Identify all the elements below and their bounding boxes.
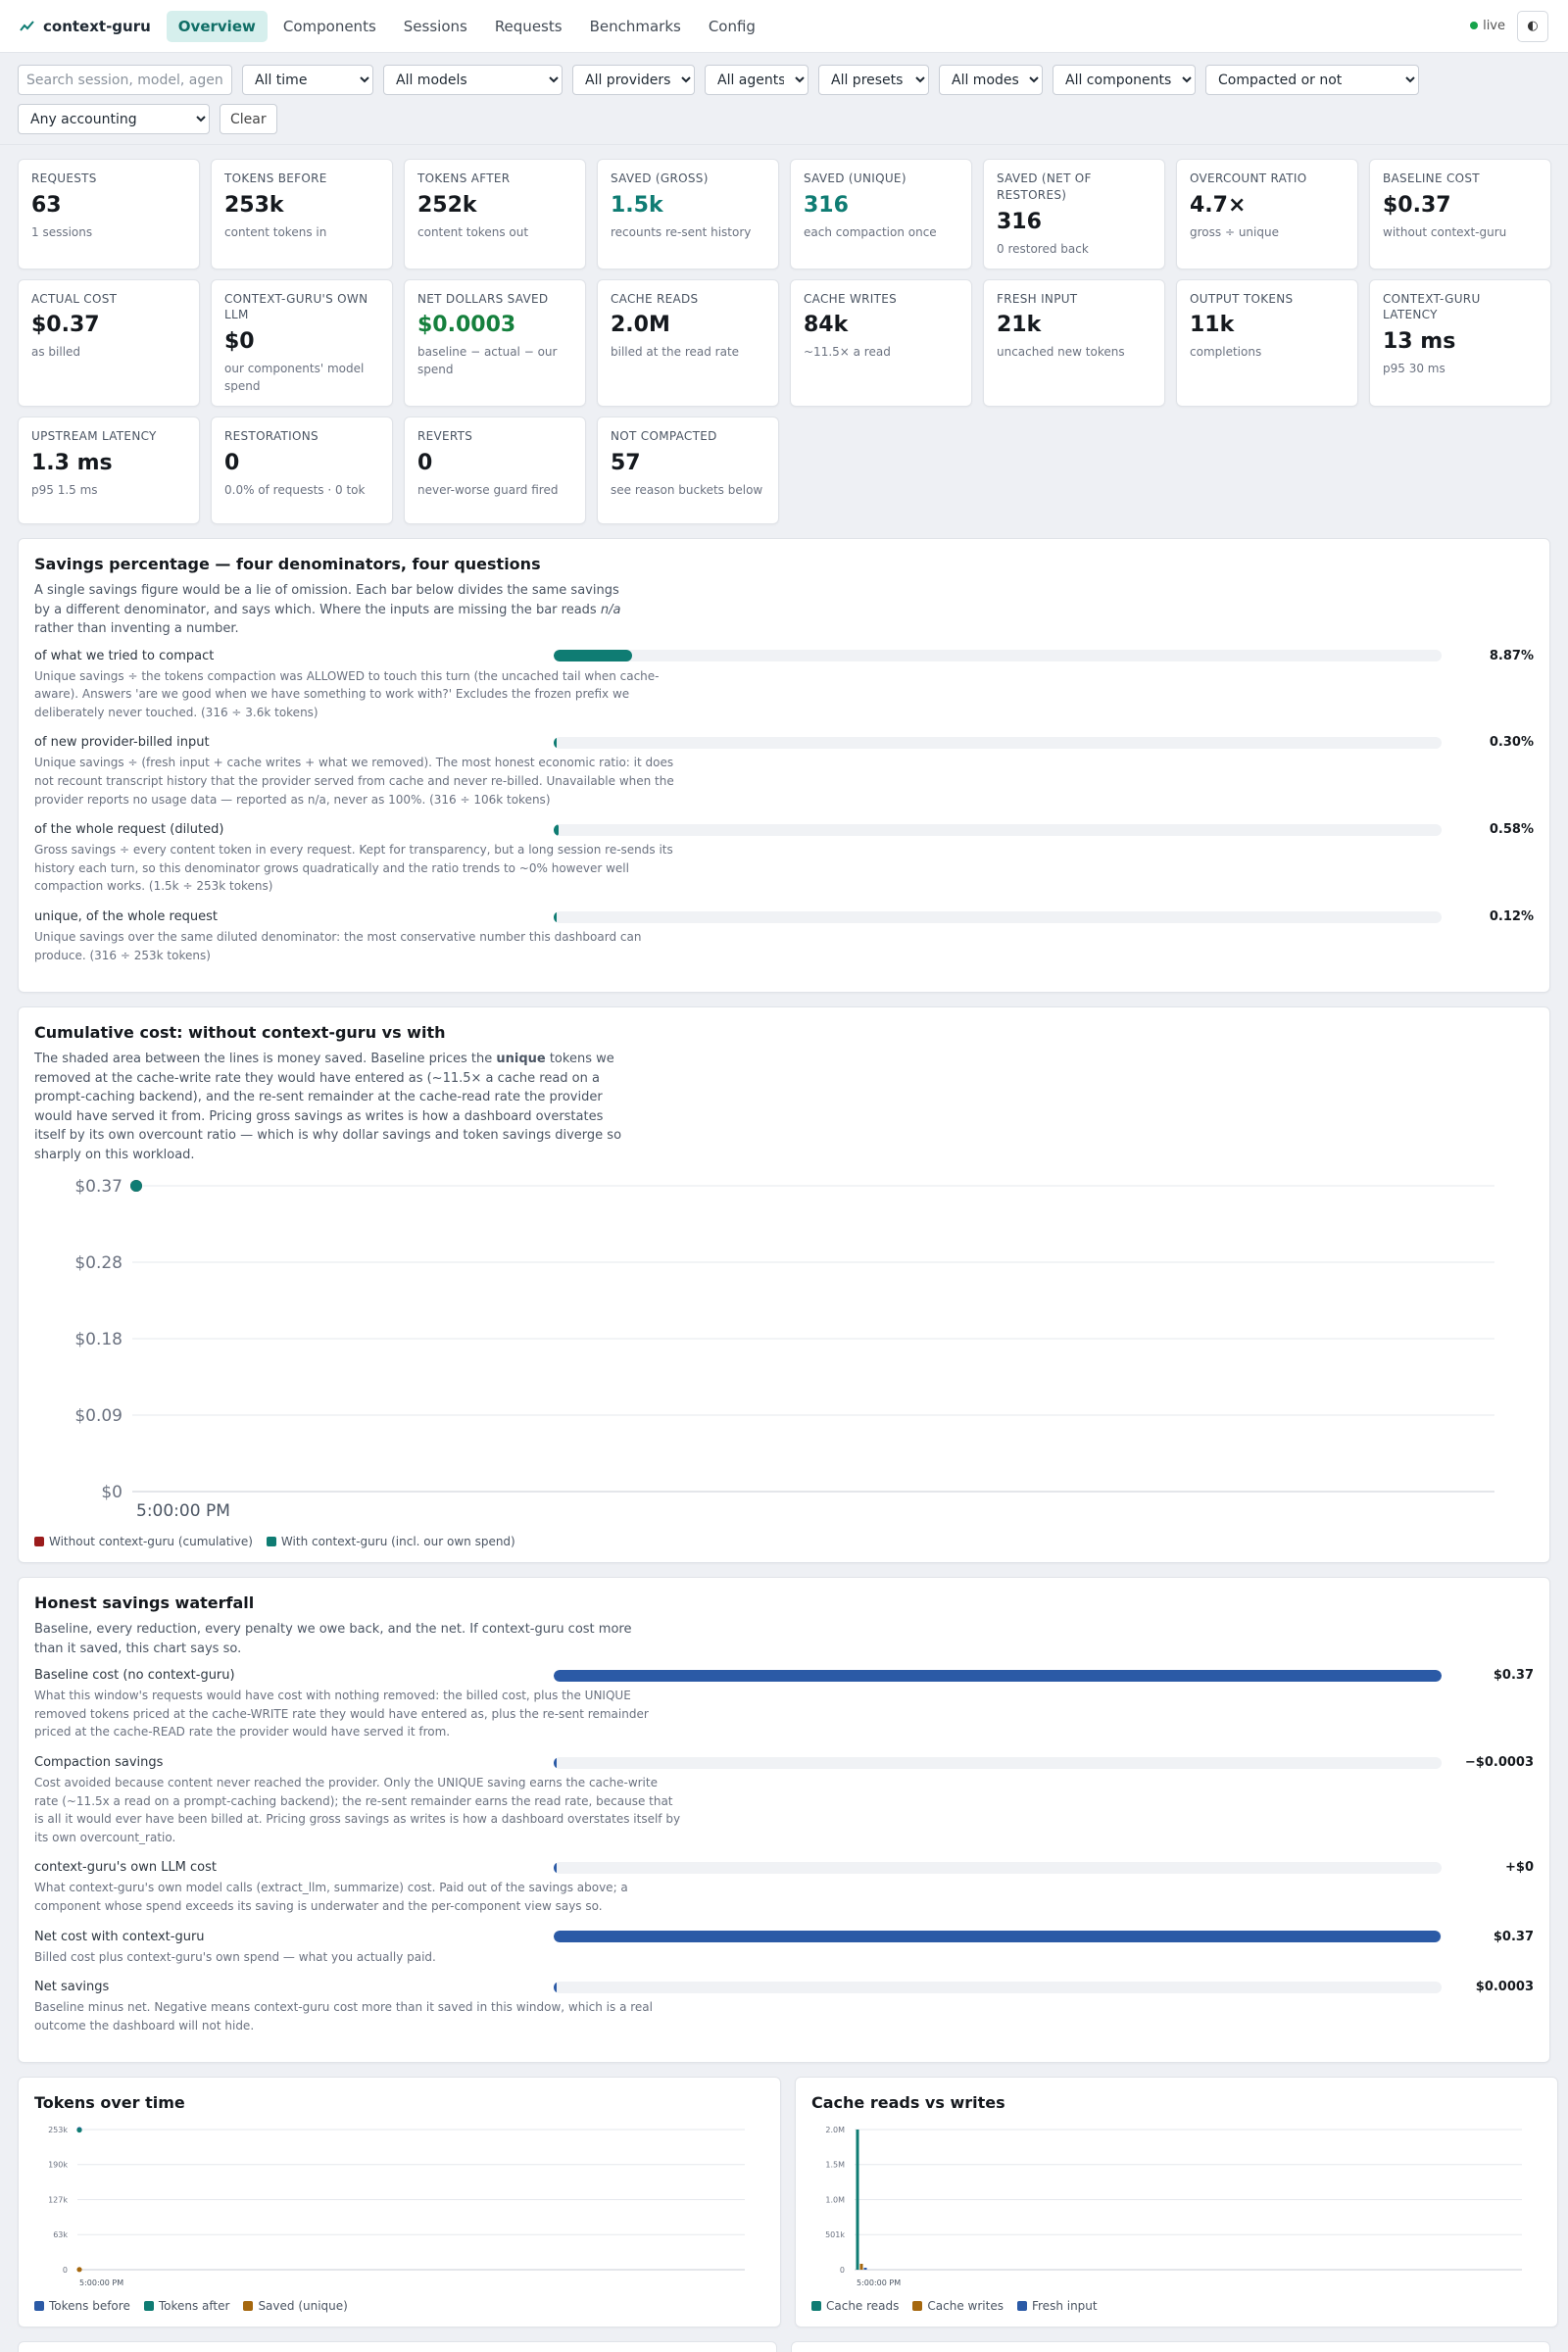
stat-subtext: content tokens in xyxy=(224,224,327,239)
bar-row xyxy=(34,1930,1534,1967)
search-input[interactable] xyxy=(18,65,232,95)
bar-fill xyxy=(554,911,557,923)
bar-row xyxy=(34,1980,1534,2034)
stat-value: 316 xyxy=(804,192,849,218)
stat-value: 84k xyxy=(804,313,849,338)
stat-subtext: our components' model spend xyxy=(224,362,365,394)
desc-part: tokens we removed at the cache-write rate they would have entered as (~11.5× a cache read on a prompt-caching backend), and the re-sent remainder at the cache-read rate the provider would have served it from. Pricing gross savings as writes is how a dashboard overstates itself by its own overcount ratio — which is why dollar savings and token savings diverge so sharply on this workload. xyxy=(34,1052,622,1162)
filter-bar xyxy=(0,53,1568,145)
legend-swatch xyxy=(811,2301,821,2311)
bar-value: −$0.0003 xyxy=(1464,1755,1534,1770)
bar-head xyxy=(34,1930,1534,1944)
bar-description: What context-guru's own model calls (extract_llm, summarize) cost. Paid out of the savings above; a component whose spend exceeds its saving is underwater and the per-component view says so. xyxy=(34,1881,628,1913)
stat-card-restorations xyxy=(211,416,393,524)
bar-label: of new provider-billed input xyxy=(34,735,210,751)
bar-row xyxy=(34,909,1534,964)
stat-label: UPSTREAM LATENCY xyxy=(31,429,157,444)
bar-fill xyxy=(554,1982,557,1993)
theme-toggle-button[interactable] xyxy=(1517,11,1548,42)
y-tick-label: 63k xyxy=(53,2230,68,2240)
bar-label: Net cost with context-guru xyxy=(34,1929,205,1944)
bar-cache-reads xyxy=(857,2130,859,2270)
point-tokens-after xyxy=(76,2128,81,2132)
bar-row xyxy=(34,1755,1534,1846)
y-tick-label: $0 xyxy=(101,1483,122,1503)
bar-row xyxy=(34,1860,1534,1915)
bar-description: Baseline minus net. Negative means context-guru cost more than it saved in this window, which is a real outcome the dashboard will not hide. xyxy=(34,2000,653,2033)
stat-label: OVERCOUNT RATIO xyxy=(1190,172,1307,185)
bar-value: 0.30% xyxy=(1489,735,1534,751)
stat-subtext: baseline − actual − our spend xyxy=(417,345,558,377)
legend-item[interactable] xyxy=(243,2299,347,2313)
tab-requests[interactable]: Requests xyxy=(494,17,563,35)
y-tick-label: 127k xyxy=(48,2195,68,2205)
stat-subtext: gross ÷ unique xyxy=(1190,224,1279,239)
legend-label: Cache writes xyxy=(927,2299,1004,2314)
stat-label: NET DOLLARS SAVED xyxy=(417,291,549,306)
bar-track xyxy=(554,1931,1442,1942)
bar-track xyxy=(554,824,1442,836)
desc-na: n/a xyxy=(600,602,621,617)
bar-head xyxy=(34,1755,1534,1770)
stat-card-context-guru-s-own-llm xyxy=(211,279,393,408)
stat-label: CONTEXT-GURU LATENCY xyxy=(1383,291,1481,322)
desc-part: A single savings figure would be a lie of omission. Each bar below divides the same savings by a different denominator, and says which. Where the inputs are missing the bar reads xyxy=(34,583,619,617)
bar-description: Unique savings ÷ (fresh input + cache writes + what we removed). The most honest economic ratio: it does not recount transcript history that the provider served from cache and never re-billed. Unavailable when the provider reports no usage data — reported as n/a, never as 100%. (316 ÷ 106k tokens) xyxy=(34,756,674,807)
stat-label: SAVED (UNIQUE) xyxy=(804,172,906,185)
bar-head xyxy=(34,735,1534,750)
desc-part: The shaded area between the lines is money saved. Baseline prices the xyxy=(34,1052,497,1067)
stat-card-upstream-latency xyxy=(18,416,200,524)
cumulative-cost-panel xyxy=(18,1006,1550,1563)
y-tick-label: $0.28 xyxy=(74,1253,122,1274)
stat-value: 1.3 ms xyxy=(31,450,113,475)
bar-value: $0.37 xyxy=(1493,1929,1534,1944)
bar-fill xyxy=(554,1931,1441,1942)
bar-description: Gross savings ÷ every content token in every request. Kept for transparency, but a long session re-sends its history each turn, so this denominator grows quadratically and the ratio trends to ~0% however well compaction works. (1.5k ÷ 253k tokens) xyxy=(34,843,673,894)
chart-legend xyxy=(811,2299,1542,2313)
stat-label: RESTORATIONS xyxy=(224,429,318,444)
legend-item[interactable] xyxy=(144,2299,230,2313)
stat-subtext: without context-guru xyxy=(1383,224,1507,239)
live-indicator xyxy=(1470,19,1505,33)
stat-card-cache-writes xyxy=(790,279,972,408)
stat-label: ACTUAL COST xyxy=(31,291,118,306)
stat-card-overcount-ratio xyxy=(1176,159,1358,270)
stat-value: $0.0003 xyxy=(417,313,516,338)
bar-track xyxy=(554,1757,1442,1769)
half-circle-icon: ◐ xyxy=(1527,19,1539,33)
next-panels-row xyxy=(18,2341,1550,2352)
bar-fill xyxy=(554,824,559,836)
agents-filter[interactable] xyxy=(705,65,808,95)
live-label: live xyxy=(1483,19,1505,33)
stat-value: 252k xyxy=(417,192,477,218)
bar-row xyxy=(34,735,1534,808)
bar-head xyxy=(34,909,1534,924)
bar-label: of what we tried to compact xyxy=(34,648,215,663)
savings-waterfall-panel xyxy=(18,1577,1550,2063)
tab-sessions[interactable]: Sessions xyxy=(403,17,467,35)
stat-label: REVERTS xyxy=(417,429,473,444)
main-content xyxy=(0,145,1568,2352)
stat-label: CACHE WRITES xyxy=(804,291,898,306)
legend-swatch xyxy=(267,1537,276,1546)
stat-cards xyxy=(18,159,1550,524)
legend-label: Cache reads xyxy=(826,2299,900,2314)
y-tick-label: 1.5M xyxy=(825,2160,845,2170)
bar-head xyxy=(34,1860,1534,1875)
stat-label: CONTEXT-GURU'S OWN LLM xyxy=(224,291,368,322)
bar-description: Billed cost plus context-guru's own spend — what you actually paid. xyxy=(34,1949,436,1964)
brand[interactable] xyxy=(20,18,151,35)
stat-subtext: 1 sessions xyxy=(31,224,93,239)
stat-label: SAVED (GROSS) xyxy=(611,172,709,185)
bar-label: of the whole request (diluted) xyxy=(34,822,224,838)
legend-swatch xyxy=(1017,2301,1027,2311)
stat-card-baseline-cost xyxy=(1369,159,1551,270)
modes-filter[interactable] xyxy=(939,65,1043,95)
bar-fill xyxy=(554,1862,557,1874)
models-filter[interactable] xyxy=(383,65,563,95)
panel-title: Cumulative cost: without context-guru vs with xyxy=(34,1023,446,1043)
tab-config[interactable]: Config xyxy=(708,17,756,35)
bar-description: Unique savings ÷ the tokens compaction was ALLOWED to touch this turn (the uncached tail when cache-aware). Answers 'are we good when we have something to work with?' Excludes the frozen prefix we deliberately never touched. (316 ÷ 3.6k tokens) xyxy=(34,668,660,719)
cache-reads-writes-chart xyxy=(811,2120,1542,2291)
savings-bars xyxy=(34,649,1534,965)
stat-value: 4.7× xyxy=(1190,192,1247,218)
legend-label: With context-guru (incl. our own spend) xyxy=(280,1535,515,1549)
bar-label: unique, of the whole request xyxy=(34,909,218,925)
cache-reads-writes-panel xyxy=(795,2077,1558,2328)
stat-card-actual-cost xyxy=(18,279,200,408)
stat-card-saved-gross xyxy=(597,159,779,270)
chart-legend xyxy=(34,1535,1534,1548)
tab-overview[interactable]: Overview xyxy=(167,11,268,42)
stat-subtext: ~11.5× a read xyxy=(804,345,891,360)
stat-value: $0.37 xyxy=(31,313,100,338)
stat-subtext: p95 1.5 ms xyxy=(31,482,98,497)
desc-part: rather than inventing a number. xyxy=(34,621,239,637)
cumulative-cost-chart xyxy=(34,1174,1534,1527)
stat-card-cache-reads xyxy=(597,279,779,408)
legend-swatch xyxy=(34,1537,44,1546)
y-tick-label: 2.0M xyxy=(825,2126,845,2135)
panel-stub xyxy=(791,2341,1550,2352)
stat-value: 253k xyxy=(224,192,284,218)
stat-value: 13 ms xyxy=(1383,329,1456,355)
panel-stub xyxy=(18,2341,777,2352)
panel-description xyxy=(34,1050,632,1164)
stat-card-tokens-before xyxy=(211,159,393,270)
y-tick-label: $0.09 xyxy=(74,1406,122,1427)
bar-track xyxy=(554,1670,1442,1682)
bar-value: $0.37 xyxy=(1493,1668,1534,1684)
stat-label: SAVED (NET OF RESTORES) xyxy=(997,172,1092,202)
stat-value: 316 xyxy=(997,209,1042,234)
y-tick-label: 253k xyxy=(48,2126,68,2135)
panel-title: Honest savings waterfall xyxy=(34,1593,255,1613)
legend-item[interactable] xyxy=(811,2299,899,2313)
brand-name: context-guru xyxy=(43,17,151,35)
y-tick-label: 1.0M xyxy=(825,2195,845,2205)
stat-card-tokens-after xyxy=(404,159,586,270)
stat-card-output-tokens xyxy=(1176,279,1358,408)
point-saved-unique xyxy=(76,2268,81,2273)
legend-label: Fresh input xyxy=(1031,2299,1098,2314)
legend-swatch xyxy=(34,2301,44,2311)
bar-label: Net savings xyxy=(34,1980,110,1995)
bar-description: What this window's requests would have cost with nothing removed: the billed cost, plus the UNIQUE removed tokens priced at the cache-WRITE rate they would have entered as, plus the re-sent remainder priced at the cache-READ rate the provider would have served it from. xyxy=(34,1689,649,1740)
legend-item[interactable] xyxy=(34,2299,130,2313)
panel-title: Savings percentage — four denominators, four questions xyxy=(34,555,541,574)
x-tick-label: 5:00:00 PM xyxy=(857,2278,902,2288)
bar-fill xyxy=(554,1670,1442,1682)
bar-row xyxy=(34,822,1534,896)
bar-row xyxy=(34,649,1534,722)
stat-label: TOKENS BEFORE xyxy=(224,172,327,185)
stat-card-context-guru-latency xyxy=(1369,279,1551,408)
stat-value: 1.5k xyxy=(611,192,663,218)
bar-row xyxy=(34,1668,1534,1741)
stat-subtext: 0 restored back xyxy=(997,241,1089,256)
legend-swatch xyxy=(144,2301,154,2311)
bar-fresh-input xyxy=(864,2268,867,2270)
stat-value: 57 xyxy=(611,450,641,475)
bar-cache-writes xyxy=(860,2264,863,2270)
compacted-filter[interactable] xyxy=(1205,65,1419,95)
stat-value: $0.37 xyxy=(1383,192,1451,218)
stat-subtext: uncached new tokens xyxy=(997,345,1125,360)
live-dot-icon xyxy=(1470,22,1478,29)
y-tick-label: 0 xyxy=(62,2266,68,2276)
bar-label: Compaction savings xyxy=(34,1755,164,1770)
bar-track xyxy=(554,911,1442,923)
stat-subtext: 0.0% of requests · 0 tok xyxy=(224,482,366,497)
legend-swatch xyxy=(912,2301,922,2311)
small-charts-row xyxy=(18,2077,1550,2328)
panel-description xyxy=(34,581,632,639)
stat-card-not-compacted xyxy=(597,416,779,524)
accounting-filter[interactable] xyxy=(18,104,210,134)
stat-card-net-dollars-saved xyxy=(404,279,586,408)
stat-value: 0 xyxy=(224,450,240,475)
bar-value: +$0 xyxy=(1505,1860,1534,1876)
presets-filter[interactable] xyxy=(818,65,929,95)
point-with-context-guru-incl-our-own-spend xyxy=(130,1180,142,1192)
bar-fill xyxy=(554,1757,557,1769)
legend-item[interactable] xyxy=(912,2299,1004,2313)
stat-card-requests xyxy=(18,159,200,270)
bar-track xyxy=(554,650,1442,662)
stat-label: BASELINE COST xyxy=(1383,172,1480,185)
bar-head xyxy=(34,1980,1534,1994)
bar-track xyxy=(554,1862,1442,1874)
top-nav xyxy=(0,0,1568,53)
panel-description: Baseline, every reduction, every penalty we owe back, and the net. If context-guru cost more than it saved, this chart says so. xyxy=(34,1622,632,1656)
legend-label: Saved (unique) xyxy=(258,2299,348,2314)
bar-value: 8.87% xyxy=(1489,648,1534,663)
bar-fill xyxy=(554,737,557,749)
stat-label: FRESH INPUT xyxy=(997,291,1078,306)
bar-track xyxy=(554,737,1442,749)
stat-card-saved-unique xyxy=(790,159,972,270)
stat-subtext: never-worse guard fired xyxy=(417,482,559,497)
stat-label: TOKENS AFTER xyxy=(417,172,511,185)
nav-right xyxy=(1470,11,1548,42)
stat-value: 2.0M xyxy=(611,313,670,338)
stat-subtext: each compaction once xyxy=(804,224,937,239)
bar-fill xyxy=(554,650,632,662)
legend-swatch xyxy=(243,2301,253,2311)
stat-value: 21k xyxy=(997,313,1042,338)
stat-subtext: see reason buckets below xyxy=(611,482,763,497)
y-tick-label: $0.18 xyxy=(74,1330,122,1350)
legend-label: Tokens after xyxy=(158,2299,230,2314)
tokens-over-time-panel xyxy=(18,2077,781,2328)
legend-label: Without context-guru (cumulative) xyxy=(49,1535,253,1549)
nav-tabs xyxy=(167,11,771,42)
panel-title: Tokens over time xyxy=(34,2093,185,2113)
stat-subtext: p95 30 ms xyxy=(1383,362,1446,376)
tokens-over-time-chart xyxy=(34,2120,764,2291)
bar-track xyxy=(554,1982,1442,1993)
stat-subtext: content tokens out xyxy=(417,224,529,239)
stat-label: NOT COMPACTED xyxy=(611,429,717,444)
y-tick-label: $0.37 xyxy=(74,1177,122,1198)
bar-head xyxy=(34,1668,1534,1683)
legend-item[interactable] xyxy=(267,1535,515,1548)
legend-label: Tokens before xyxy=(49,2299,130,2314)
bar-description: Cost avoided because content never reached the provider. Only the UNIQUE saving earns the cache-write rate (~11.5x a read on a prompt-caching backend); the re-sent remainder earns the read rate, because that is all it would ever have been billed at. Pricing gross savings as writes is how a dashboard overstates itself by its own overcount_ratio. xyxy=(34,1776,681,1844)
stat-value: $0 xyxy=(224,329,255,355)
bar-value: 0.12% xyxy=(1489,909,1534,925)
desc-bold: unique xyxy=(496,1052,546,1067)
clear-button[interactable]: Clear xyxy=(220,104,277,134)
time-filter[interactable] xyxy=(242,65,373,95)
stat-value: 11k xyxy=(1190,313,1235,338)
components-filter[interactable] xyxy=(1053,65,1196,95)
legend-item[interactable] xyxy=(1017,2299,1098,2313)
savings-percentage-panel xyxy=(18,538,1550,993)
bar-head xyxy=(34,649,1534,663)
legend-item[interactable] xyxy=(34,1535,253,1548)
bar-value: 0.58% xyxy=(1489,822,1534,838)
stat-subtext: completions xyxy=(1190,345,1262,360)
stat-card-saved-net-of-restores xyxy=(983,159,1165,270)
stat-value: 0 xyxy=(417,450,433,475)
bar-head xyxy=(34,822,1534,837)
y-tick-label: 0 xyxy=(839,2266,845,2276)
stat-card-reverts xyxy=(404,416,586,524)
trend-line-icon xyxy=(20,19,35,34)
bar-label: Baseline cost (no context-guru) xyxy=(34,1668,235,1684)
tab-components[interactable]: Components xyxy=(282,17,376,35)
bar-label: context-guru's own LLM cost xyxy=(34,1860,218,1876)
stat-label: CACHE READS xyxy=(611,291,699,306)
waterfall-bars xyxy=(34,1668,1534,2034)
tab-benchmarks[interactable]: Benchmarks xyxy=(589,17,681,35)
stat-card-fresh-input xyxy=(983,279,1165,408)
bar-description: Unique savings over the same diluted denominator: the most conservative number this dashboard can produce. (316 ÷ 253k tokens) xyxy=(34,930,642,962)
stat-subtext: as billed xyxy=(31,345,81,360)
x-tick-label: 5:00:00 PM xyxy=(136,1501,230,1522)
stat-subtext: billed at the read rate xyxy=(611,345,740,360)
providers-filter[interactable] xyxy=(572,65,695,95)
panel-title: Cache reads vs writes xyxy=(811,2093,1005,2113)
bar-value: $0.0003 xyxy=(1475,1980,1534,1995)
stat-label: OUTPUT TOKENS xyxy=(1190,291,1294,306)
stat-label: REQUESTS xyxy=(31,172,97,185)
y-tick-label: 190k xyxy=(48,2160,68,2170)
x-tick-label: 5:00:00 PM xyxy=(79,2278,124,2288)
chart-legend xyxy=(34,2299,764,2313)
stat-subtext: recounts re-sent history xyxy=(611,224,752,239)
stat-value: 63 xyxy=(31,192,62,218)
y-tick-label: 501k xyxy=(825,2230,845,2240)
